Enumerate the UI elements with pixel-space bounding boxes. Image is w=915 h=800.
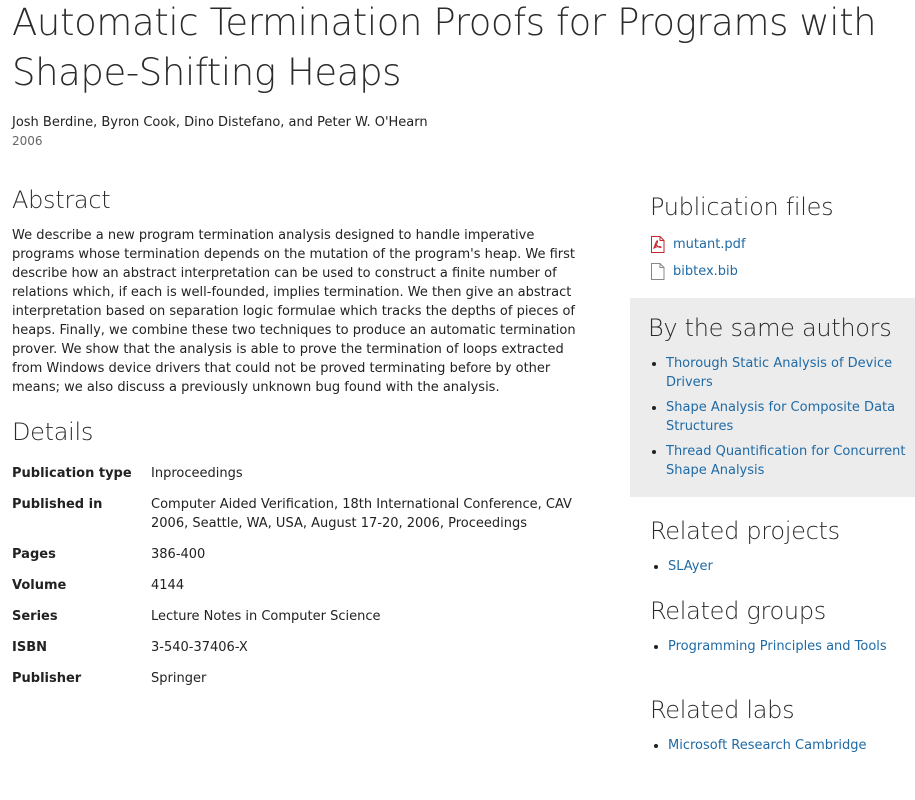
same-authors-link[interactable]: Thorough Static Analysis of Device Drivers (666, 356, 893, 390)
details-row (12, 638, 582, 657)
details-row (12, 495, 582, 533)
details-value: Computer Aided Verification, 18th International Conference, CAV 2006, Seattle, WA, USA, August 17-20, 2006, Proceedings (151, 497, 572, 531)
same-authors-heading: By the same authors (648, 314, 892, 342)
file-link-label[interactable]: bibtex.bib (673, 263, 738, 279)
details-key: Pages (12, 547, 56, 562)
authors: Josh Berdine, Byron Cook, Dino Distefano, and Peter W. O'Hearn (12, 115, 428, 130)
details-row (12, 576, 582, 595)
page-title: Automatic Termination Proofs for Programs with Shape-Shifting Heaps (12, 1, 877, 94)
list-item (666, 398, 915, 436)
list-item (668, 736, 908, 755)
details-key: Published in (12, 497, 103, 512)
list-item (666, 442, 915, 480)
file-link-pdf[interactable] (650, 234, 746, 254)
related-projects-heading: Related projects (650, 517, 840, 545)
related-project-link[interactable]: SLAyer (668, 559, 713, 574)
details-key: Series (12, 609, 58, 624)
related-labs-list (650, 736, 908, 761)
details-key: Volume (12, 578, 67, 593)
related-groups-list (650, 637, 898, 662)
list-item (668, 637, 898, 656)
same-authors-link[interactable]: Shape Analysis for Composite Data Structures (666, 400, 896, 434)
details-heading: Details (12, 418, 94, 446)
details-row (12, 669, 582, 688)
related-lab-link[interactable]: Microsoft Research Cambridge (668, 738, 867, 753)
related-group-link[interactable]: Programming Principles and Tools (668, 639, 887, 654)
details-key: Publication type (12, 466, 132, 481)
details-value: Lecture Notes in Computer Science (151, 609, 381, 624)
details-key: ISBN (12, 640, 47, 655)
pdf-file-icon (650, 236, 665, 253)
details-row (12, 464, 582, 483)
list-item (666, 354, 915, 392)
details-value: Inproceedings (151, 466, 243, 481)
details-value: 386-400 (151, 547, 206, 562)
details-value: Springer (151, 671, 207, 686)
related-projects-list (650, 557, 908, 582)
details-row (12, 607, 582, 626)
generic-file-icon (650, 263, 665, 280)
same-authors-link[interactable]: Thread Quantification for Concurrent Shape Analysis (666, 444, 906, 478)
abstract-heading: Abstract (12, 186, 111, 214)
details-key: Publisher (12, 671, 82, 686)
related-labs-heading: Related labs (650, 696, 795, 724)
details-value: 3-540-37406-X (151, 640, 248, 655)
publication-year: 2006 (12, 134, 43, 148)
publication-files-heading: Publication files (650, 193, 834, 221)
details-row (12, 545, 582, 564)
same-authors-list (648, 354, 915, 486)
file-link-label[interactable]: mutant.pdf (673, 236, 746, 252)
details-table (12, 464, 582, 688)
abstract-text: We describe a new program termination analysis designed to handle imperative programs whose termination depends on the mutation of the program's heap. We first describe how an abstract interpretation can be used to construct a finite number of relations which, if each is well-founded, implies termination. We then give an abstract interpretation based on separation logic formulae which tracks the depths of pieces of heaps. Finally, we combine these two techniques to produce an automatic termination prover. We show that the analysis is able to prove the termination of loops extracted from Windows device drivers that could not be proved terminating before by other means; we also discuss a previously unknown bug found with the analysis. (12, 228, 576, 395)
details-value: 4144 (151, 578, 185, 593)
related-groups-heading: Related groups (650, 597, 826, 625)
list-item (668, 557, 908, 576)
file-link-bib[interactable] (650, 261, 738, 281)
